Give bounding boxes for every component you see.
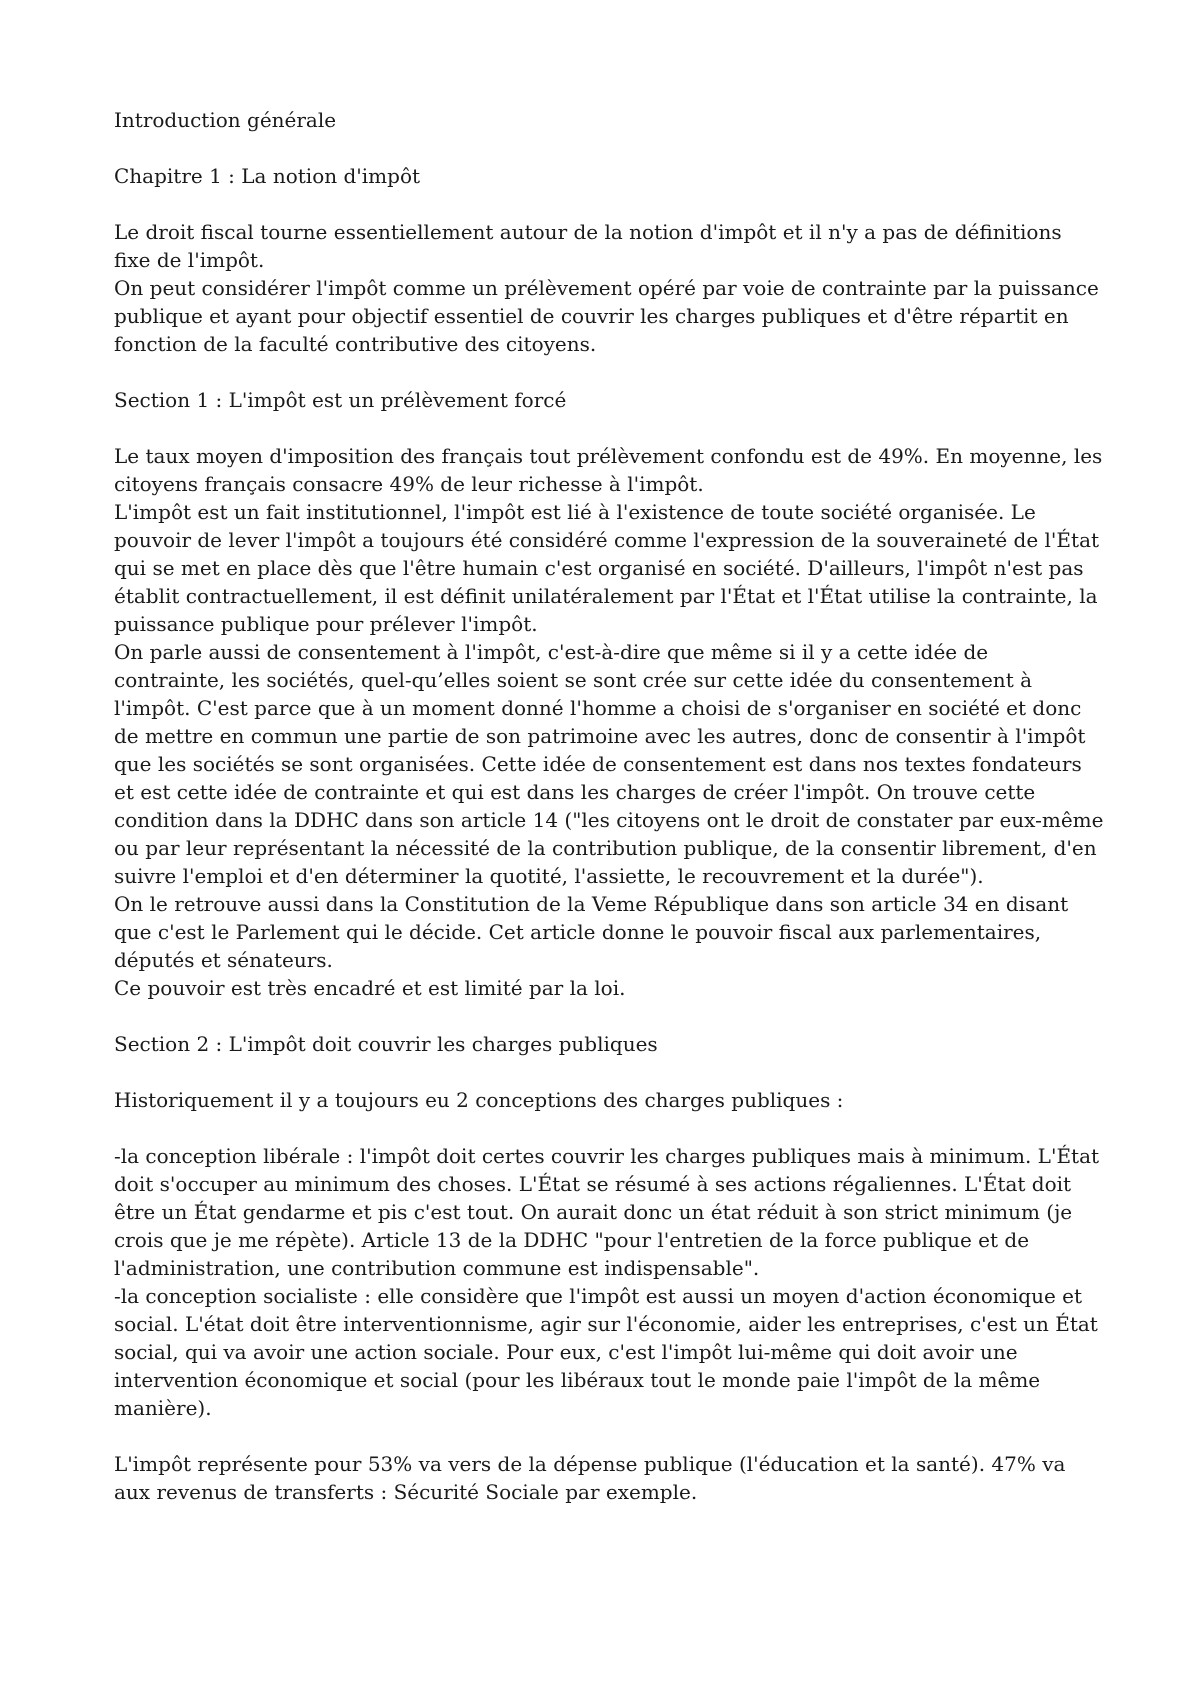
chapter-title: Chapitre 1 : La notion d'impôt <box>114 164 421 188</box>
intro-title: Introduction générale <box>114 108 337 132</box>
document-page <box>114 106 1104 1506</box>
section-1-paragraph: On parle aussi de consentement à l'impôt, c'est-à-dire que même si il y a cette idée de contrainte, les sociétés, quel-qu’elles soient se sont crée sur cette idée du consentement à l'impôt. C'est parce que à un moment donné l'homme a choisi de s'organiser en société et donc de mettre en commun une partie de son patrimoine avec les autres, donc de consentir à l'impôt que les sociétés se sont organisées. Cette idée de consentement est dans nos textes fondateurs et est cette idée de contrainte et qui est dans les charges de créer l'impôt. On trouve cette condition dans la DDHC dans son article 14 ("les citoyens ont le droit de constater par eux-même ou par leur représentant la nécessité de la contribution publique, de la consentir librement, d'en suivre l'emploi et d'en déterminer la quotité, l'assiette, le recouvrement et la durée"). <box>114 640 1104 888</box>
section-2-intro: Historiquement il y a toujours eu 2 conceptions des charges publiques : <box>114 1088 844 1112</box>
closing-paragraph: L'impôt représente pour 53% va vers de la dépense publique (l'éducation et la santé). 47% va aux revenus de transferts : Sécurité Sociale par exemple. <box>114 1452 1066 1504</box>
section-2-title: Section 2 : L'impôt doit couvrir les charges publiques <box>114 1032 658 1056</box>
chapter-paragraph: Le droit fiscal tourne essentiellement autour de la notion d'impôt et il n'y a pas de définitions fixe de l'impôt. <box>114 220 1062 272</box>
section-1-paragraph: Ce pouvoir est très encadré et est limité par la loi. <box>114 976 626 1000</box>
section-1-paragraph: L'impôt est un fait institutionnel, l'impôt est lié à l'existence de toute société organisée. Le pouvoir de lever l'impôt a toujours été considéré comme l'expression de la souveraineté de l'État qui se met en place dès que l'être humain c'est organisé en société. D'ailleurs, l'impôt n'est pas établit contractuellement, il est définit unilatéralement par l'État et l'État utilise la contrainte, la puissance publique pour prélever l'impôt. <box>114 500 1100 636</box>
section-1-paragraph: On le retrouve aussi dans la Constitution de la Veme République dans son article 34 en disant que c'est le Parlement qui le décide. Cet article donne le pouvoir fiscal aux parlementaires, députés et sénateurs. <box>114 892 1069 972</box>
section-1-title: Section 1 : L'impôt est un prélèvement forcé <box>114 388 567 412</box>
section-2-item: -la conception libérale : l'impôt doit certes couvrir les charges publiques mais à minimum. L'État doit s'occuper au minimum des choses. L'État se résumé à ses actions régaliennes. L'État doit être un État gendarme et pis c'est tout. On aurait donc un état réduit à son strict minimum (je crois que je me répète). Article 13 de la DDHC "pour l'entretien de la force publique et de l'administration, une contribution commune est indispensable". <box>114 1144 1100 1280</box>
chapter-paragraph: On peut considérer l'impôt comme un prélèvement opéré par voie de contrainte par la puissance publique et ayant pour objectif essentiel de couvrir les charges publiques et d'être répartit en fonction de la faculté contributive des citoyens. <box>114 276 1099 356</box>
section-2-item: -la conception socialiste : elle considère que l'impôt est aussi un moyen d'action économique et social. L'état doit être interventionnisme, agir sur l'économie, aider les entreprises, c'est un État social, qui va avoir une action sociale. Pour eux, c'est l'impôt lui-même qui doit avoir une intervention économique et social (pour les libéraux tout le monde paie l'impôt de la même manière). <box>114 1284 1098 1420</box>
section-1-paragraph: Le taux moyen d'imposition des français tout prélèvement confondu est de 49%. En moyenne, les citoyens français consacre 49% de leur richesse à l'impôt. <box>114 444 1103 496</box>
